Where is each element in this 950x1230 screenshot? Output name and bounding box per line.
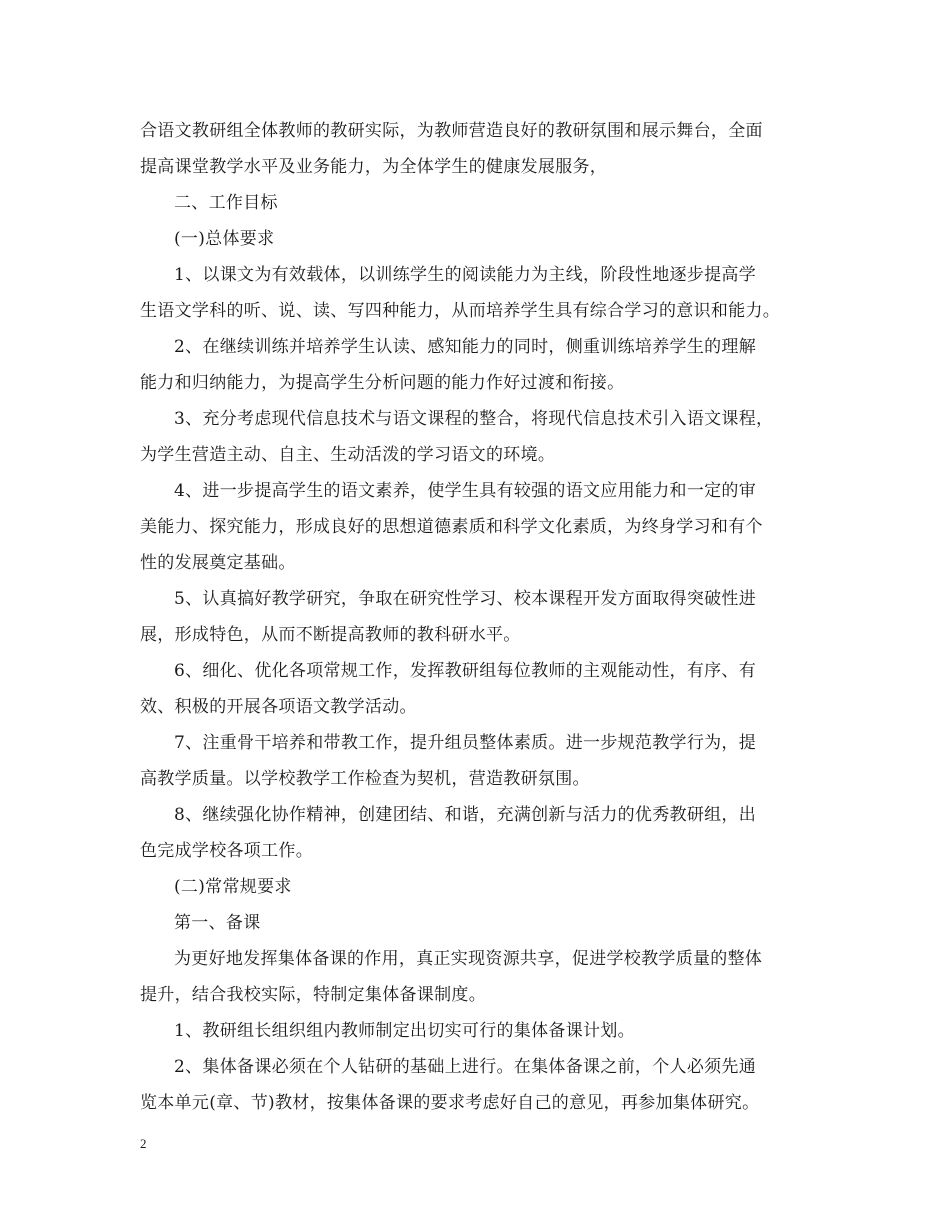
text-line: 览本单元(章、节)教材，按集体备课的要求考虑好自己的意见，再参加集体研究。 (140, 1093, 760, 1113)
text-line: 7、注重骨干培养和带教工作，提升组员整体素质。进一步规范教学行为，提 (174, 733, 757, 753)
document-body (140, 113, 812, 1121)
text-line: 能力和归纳能力，为提高学生分析问题的能力作好过渡和衔接。 (140, 373, 625, 393)
text-line: 色完成学校各项工作。 (140, 841, 313, 861)
text-line: 展，形成特色，从而不断提高教师的教科研水平。 (140, 625, 521, 645)
text-line: 合语文教研组全体教师的教研实际，为教师营造良好的教研氛围和展示舞台，全面 (140, 121, 763, 141)
text-line: 效、积极的开展各项语文教学活动。 (140, 697, 417, 717)
text-line: 6、细化、优化各项常规工作，发挥教研组每位教师的主观能动性，有序、有 (174, 661, 757, 681)
text-line: 8、继续强化协作精神，创建团结、和谐，充满创新与活力的优秀教研组，出 (174, 805, 757, 825)
text-line: 生语文学科的听、说、读、写四种能力，从而培养学生具有综合学习的意识和能力。 (140, 301, 781, 321)
text-line: 提高课堂教学水平及业务能力，为全体学生的健康发展服务， (140, 157, 608, 177)
text-line: 4、进一步提高学生的语文素养，使学生具有较强的语文应用能力和一定的审 (174, 481, 757, 501)
text-line: 提升，结合我校实际，特制定集体备课制度。 (140, 985, 486, 1005)
text-line: 高教学质量。以学校教学工作检查为契机，营造教研氛围。 (140, 769, 590, 789)
text-line: 1、以课文为有效载体，以训练学生的阅读能力为主线，阶段性地逐步提高学 (174, 265, 757, 285)
text-line: 性的发展奠定基础。 (140, 553, 296, 573)
text-line: 1、教研组长组织组内教师制定出切实可行的集体备课计划。 (174, 1021, 635, 1041)
text-line: (二)常常规要求 (174, 877, 292, 897)
text-line: 为学生营造主动、自主、生动活泼的学习语文的环境。 (140, 445, 556, 465)
text-line: 第一、备课 (174, 913, 261, 933)
text-line: 2、在继续训练并培养学生认读、感知能力的同时，侧重训练培养学生的理解 (174, 337, 757, 357)
text-line: 美能力、探究能力，形成良好的思想道德素质和科学文化素质，为终身学习和有个 (140, 517, 763, 537)
text-line: (一)总体要求 (174, 229, 275, 249)
text-line: 为更好地发挥集体备课的作用，真正实现资源共享，促进学校教学质量的整体 (174, 949, 763, 969)
text-line: 5、认真搞好教学研究，争取在研究性学习、校本课程开发方面取得突破性进 (174, 589, 757, 609)
text-line: 3、充分考虑现代信息技术与语文课程的整合，将现代信息技术引入语文课程， (174, 409, 774, 429)
text-line: 二、工作目标 (174, 193, 278, 213)
text-line: 2、集体备课必须在个人钻研的基础上进行。在集体备课之前，个人必须先通 (174, 1057, 757, 1077)
page-number: 2 (140, 1136, 147, 1151)
